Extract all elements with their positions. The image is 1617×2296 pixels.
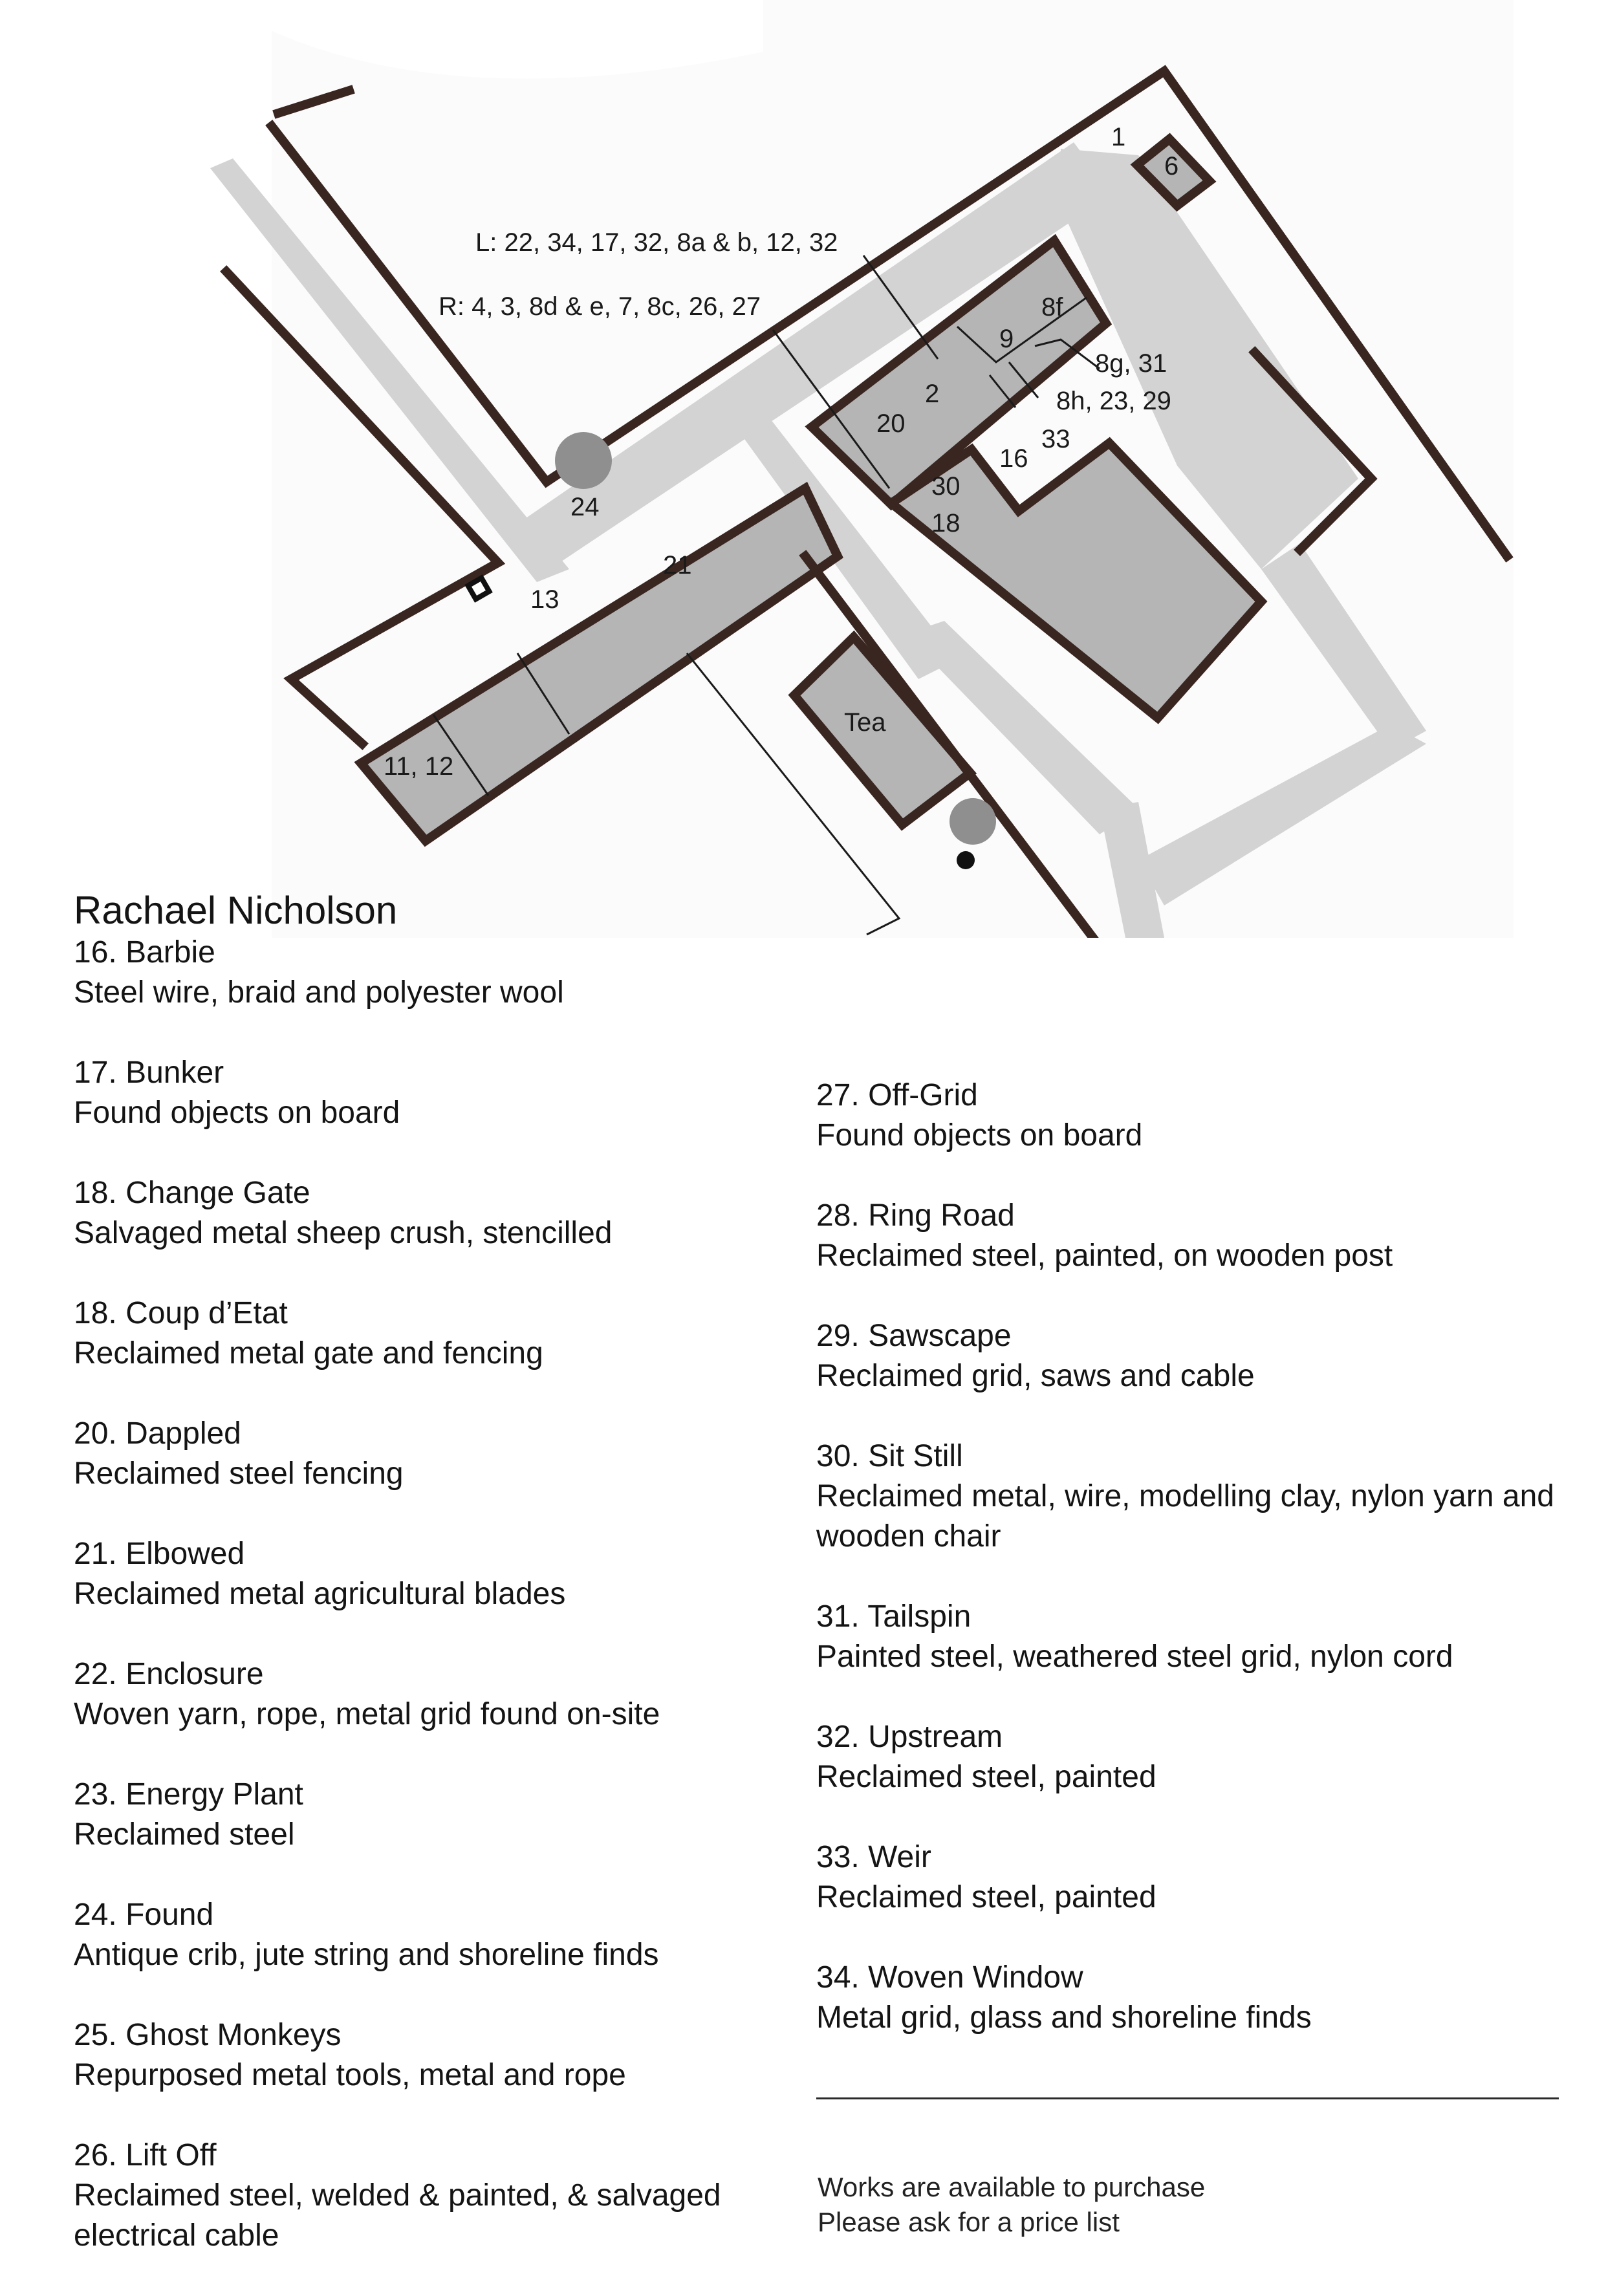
- purchase-note-line-2: Please ask for a price list: [818, 2207, 1120, 2237]
- work-item: [816, 1076, 1567, 1156]
- map-label-30: 30: [931, 472, 960, 501]
- work-title: 33. Weir: [816, 1840, 931, 1874]
- work-item: [74, 933, 785, 1013]
- work-title: 28. Ring Road: [816, 1198, 1015, 1233]
- map-label-2: 2: [925, 380, 940, 408]
- work-material: Found objects on board: [816, 1118, 1143, 1153]
- work-title: 27. Off-Grid: [816, 1078, 978, 1112]
- work-material: Reclaimed steel: [74, 1817, 295, 1852]
- marker-tea-entrance: [950, 798, 996, 845]
- work-material: Salvaged metal sheep crush, stencilled: [74, 1216, 613, 1250]
- work-title: 20. Dappled: [74, 1416, 241, 1451]
- work-item: [816, 1436, 1567, 1557]
- route-right-label: R: 4, 3, 8d & e, 7, 8c, 26, 27: [439, 292, 761, 321]
- work-item: [816, 1958, 1567, 2038]
- purchase-note: [818, 2170, 1205, 2240]
- work-item: [74, 1053, 785, 1133]
- work-material: Woven yarn, rope, metal grid found on-site: [74, 1697, 660, 1731]
- marker-24: [555, 432, 612, 489]
- work-item: [74, 1654, 785, 1735]
- work-title: 17. Bunker: [74, 1056, 224, 1090]
- work-material: Reclaimed grid, saws and cable: [816, 1359, 1255, 1393]
- work-material: Metal grid, glass and shoreline finds: [816, 2000, 1312, 2035]
- work-item: [74, 2015, 785, 2096]
- map-label-21: 21: [663, 551, 692, 579]
- map-label-9: 9: [999, 325, 1014, 353]
- route-left-label: L: 22, 34, 17, 32, 8a & b, 12, 32: [475, 228, 838, 257]
- work-material: Reclaimed steel, painted: [816, 1880, 1156, 1914]
- work-item: [74, 1775, 785, 1855]
- work-material: Antique crib, jute string and shoreline finds: [74, 1938, 659, 1972]
- page-margin-left: [0, 0, 272, 938]
- work-title: 31. Tailspin: [816, 1599, 971, 1634]
- site-map-drawing: [0, 0, 1617, 938]
- work-title: 34. Woven Window: [816, 1960, 1083, 1995]
- map-label-1: 1: [1111, 123, 1126, 151]
- map-label-6: 6: [1164, 152, 1179, 180]
- map-label-18: 18: [931, 509, 960, 537]
- work-item: [74, 1173, 785, 1253]
- map-label-8f: 8f: [1041, 293, 1063, 321]
- work-title: 24. Found: [74, 1898, 214, 1932]
- work-material: Reclaimed metal agricultural blades: [74, 1577, 566, 1611]
- work-title: 16. Barbie: [74, 935, 215, 969]
- work-item: [74, 2136, 785, 2256]
- map-label-8h-23-29: 8h, 23, 29: [1056, 387, 1171, 415]
- marker-dot: [957, 851, 975, 869]
- work-item: [74, 1534, 785, 1614]
- marker-13: [468, 578, 490, 600]
- map-label-16: 16: [999, 444, 1028, 473]
- map-label-33: 33: [1041, 425, 1070, 453]
- work-item: [816, 1837, 1567, 1918]
- work-material: Reclaimed steel fencing: [74, 1457, 404, 1491]
- work-item: [74, 1294, 785, 1374]
- site-map: [0, 0, 1617, 938]
- map-label-11-12: 11, 12: [384, 752, 454, 781]
- work-material: Reclaimed metal gate and fencing: [74, 1336, 543, 1370]
- work-material: Reclaimed steel, painted, on wooden post: [816, 1239, 1393, 1273]
- map-label-8g-31: 8g, 31: [1095, 349, 1167, 378]
- work-item: [816, 1316, 1567, 1396]
- map-label-13: 13: [530, 585, 559, 614]
- purchase-note-line-1: Works are available to purchase: [818, 2172, 1206, 2202]
- work-item: [74, 1895, 785, 1975]
- work-material: Reclaimed steel, welded & painted, & salvaged electrical cable: [74, 2178, 721, 2253]
- work-material: Painted steel, weathered steel grid, nylon cord: [816, 1640, 1453, 1674]
- work-material: Repurposed metal tools, metal and rope: [74, 2058, 626, 2092]
- works-list-right: [816, 1076, 1567, 2078]
- work-item: [816, 1717, 1567, 1797]
- map-label-tea: Tea: [844, 708, 886, 737]
- work-title: 22. Enclosure: [74, 1657, 264, 1691]
- work-item: [816, 1196, 1567, 1276]
- artist-name: Rachael Nicholson: [74, 889, 398, 932]
- work-title: 30. Sit Still: [816, 1439, 963, 1473]
- divider-rule: [816, 2097, 1559, 2099]
- work-title: 18. Change Gate: [74, 1176, 310, 1210]
- work-title: 25. Ghost Monkeys: [74, 2018, 342, 2052]
- map-label-20: 20: [876, 409, 906, 438]
- work-title: 23. Energy Plant: [74, 1777, 303, 1812]
- work-title: 21. Elbowed: [74, 1537, 245, 1571]
- work-title: 32. Upstream: [816, 1720, 1003, 1754]
- work-material: Reclaimed metal, wire, modelling clay, nylon yarn and wooden chair: [816, 1479, 1554, 1554]
- works-list-left: [74, 933, 785, 2296]
- work-title: 26. Lift Off: [74, 2138, 217, 2172]
- work-material: Found objects on board: [74, 1096, 400, 1130]
- work-item: [816, 1597, 1567, 1677]
- work-material: Reclaimed steel, painted: [816, 1760, 1156, 1794]
- work-material: Steel wire, braid and polyester wool: [74, 975, 564, 1010]
- work-title: 29. Sawscape: [816, 1319, 1012, 1353]
- work-title: 18. Coup d’Etat: [74, 1296, 288, 1330]
- work-item: [74, 1414, 785, 1494]
- map-label-24: 24: [570, 493, 600, 521]
